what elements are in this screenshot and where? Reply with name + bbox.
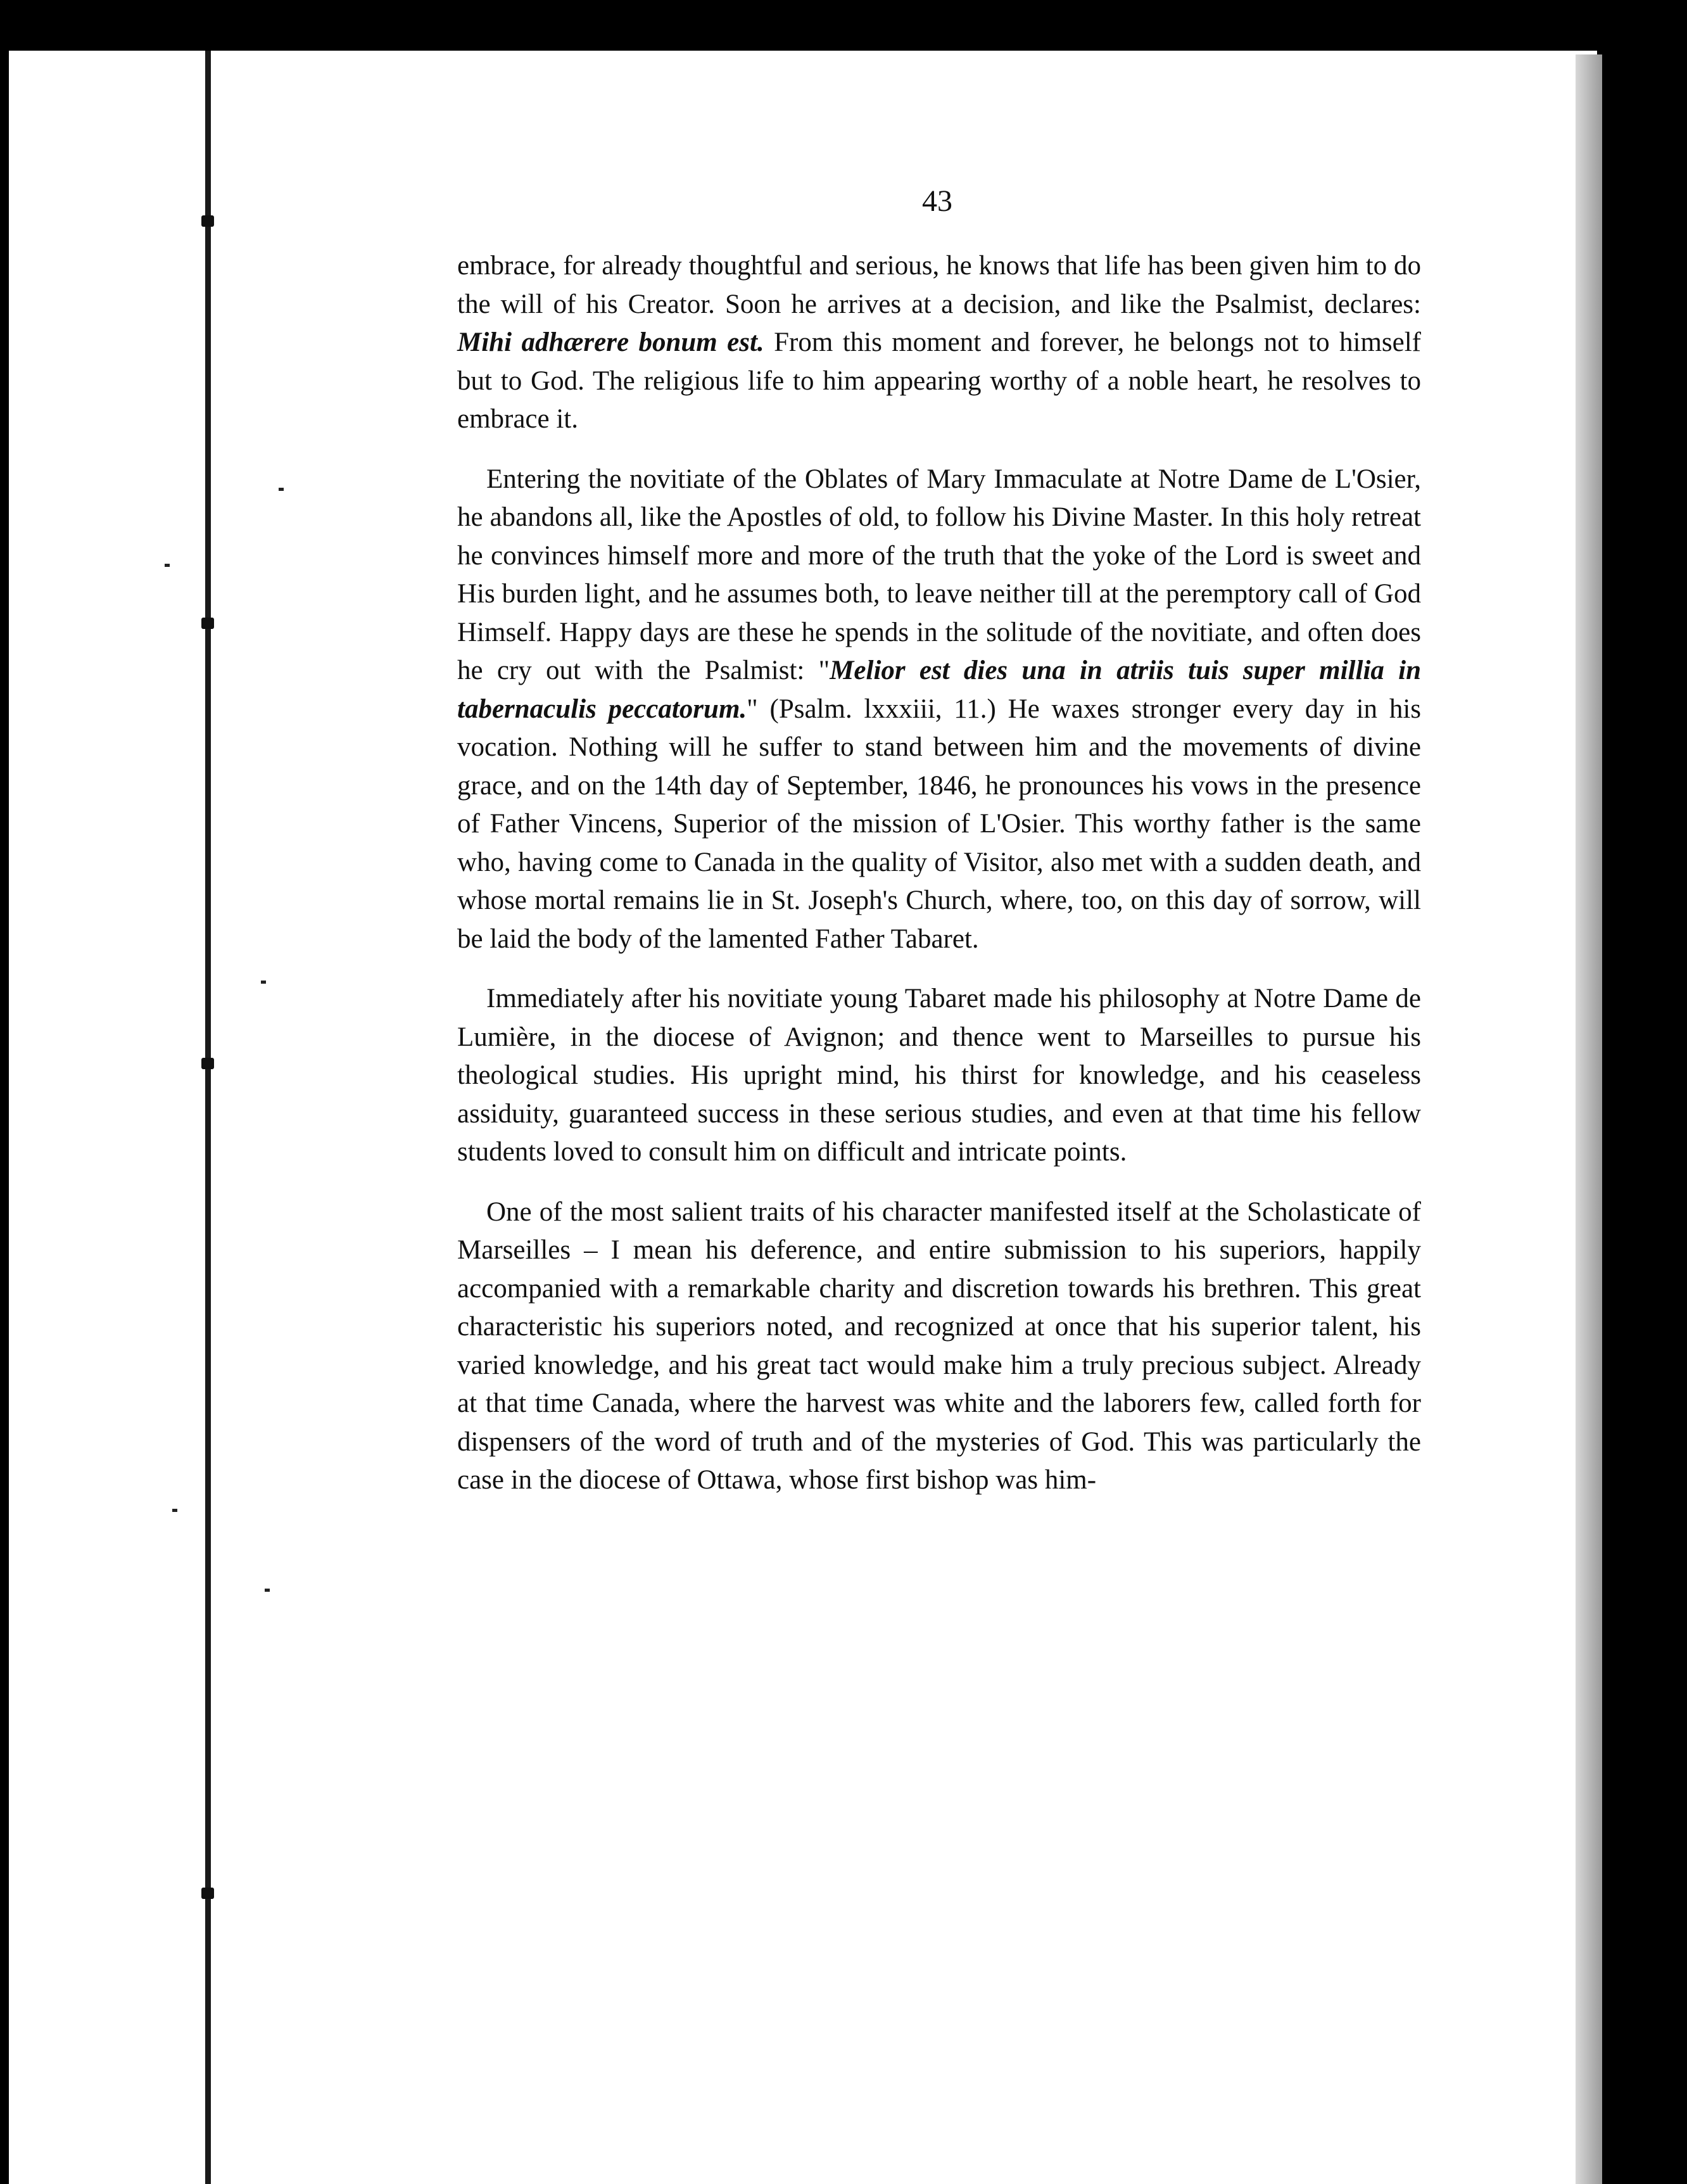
binding-line <box>205 51 211 2184</box>
paragraph <box>457 247 1421 439</box>
binding-mark <box>201 618 214 629</box>
binding-mark <box>201 1888 214 1899</box>
paragraph: One of the most salient traits of his character manifested itself at the Scholasticate of Marseilles – I mean his deference, and entire submission to his superiors, happily accompanied with a remarkable charity and discretion towards his brethren. This great characteristic his superiors noted, and recognized at once that his superior talent, his varied knowledge, and his great tact would make him a truly precious subject. Already at that time Canada, where the harvest was white and the laborers few, called forth for dispensers of the word of truth and of the mysteries of God. This was particularly the case in the diocese of Ottawa, whose first bishop was him- <box>457 1197 1421 1495</box>
paragraph-text: Entering the novitiate of the Oblates of Mary Immaculate at Notre Dame de L'Osier, he abandons all, like the Apostles of old, to follow his Divine Master. In this holy retreat he convinces himself more and more of the truth that the yoke of the Lord is sweet and His burden light, and he assumes both, to leave neither till at the peremptory call of God Himself. Happy days are these he spends in the solitude of the novitiate, and often does he cry out with the Psalmist: " <box>457 464 1421 685</box>
paragraph <box>457 460 1421 959</box>
binding-mark <box>201 1058 214 1069</box>
latin-quotation: Melior est dies una in atriis tuis super millia in tabernaculis peccatorum. <box>457 656 1421 724</box>
margin-speck <box>165 564 170 567</box>
body-text <box>457 247 1421 1521</box>
page-number: 43 <box>922 184 952 218</box>
page-edge-shadow <box>1576 54 1602 2184</box>
paragraph: Immediately after his novitiate young Tabaret made his philosophy at Notre Dame de Lumière, in the diocese of Avignon; and thence went to Marseilles to pursue his theological studies. His upright mind, his thirst for knowledge, and his ceaseless assiduity, guaranteed success in these serious studies, and even at that time his fellow students loved to consult him on difficult and intricate points. <box>457 984 1421 1167</box>
margin-speck <box>172 1509 177 1512</box>
margin-speck <box>279 488 284 491</box>
paragraph-text: " (Psalm. lxxxiii, 11.) He waxes stronger every day in his vocation. Nothing will he suffer to stand between him and the movements of divine grace, and on the 14th day of September, 1846, he pronounces his vows in the presence of Father Vincens, Superior of the mission of L'Osier. This worthy father is the same who, having come to Canada in the quality of Visitor, also met with a sudden death, and whose mortal remains lie in St. Joseph's Church, where, too, on this day of sorrow, will be laid the body of the lamented Father Tabaret. <box>457 694 1422 954</box>
latin-quotation: Mihi adhærere bonum est. <box>457 327 764 357</box>
paragraph-text: From this moment and forever, he belongs not to himself but to God. The religious life to him appearing worthy of a noble heart, he resolves to embrace it. <box>457 327 1421 434</box>
binding-mark <box>201 215 214 227</box>
margin-speck <box>261 981 266 984</box>
margin-speck <box>265 1589 270 1592</box>
paragraph-text: embrace, for already thoughtful and serious, he knows that life has been given him to do the will of his Creator. Soon he arrives at a decision, and like the Psalmist, declares: <box>457 251 1421 319</box>
